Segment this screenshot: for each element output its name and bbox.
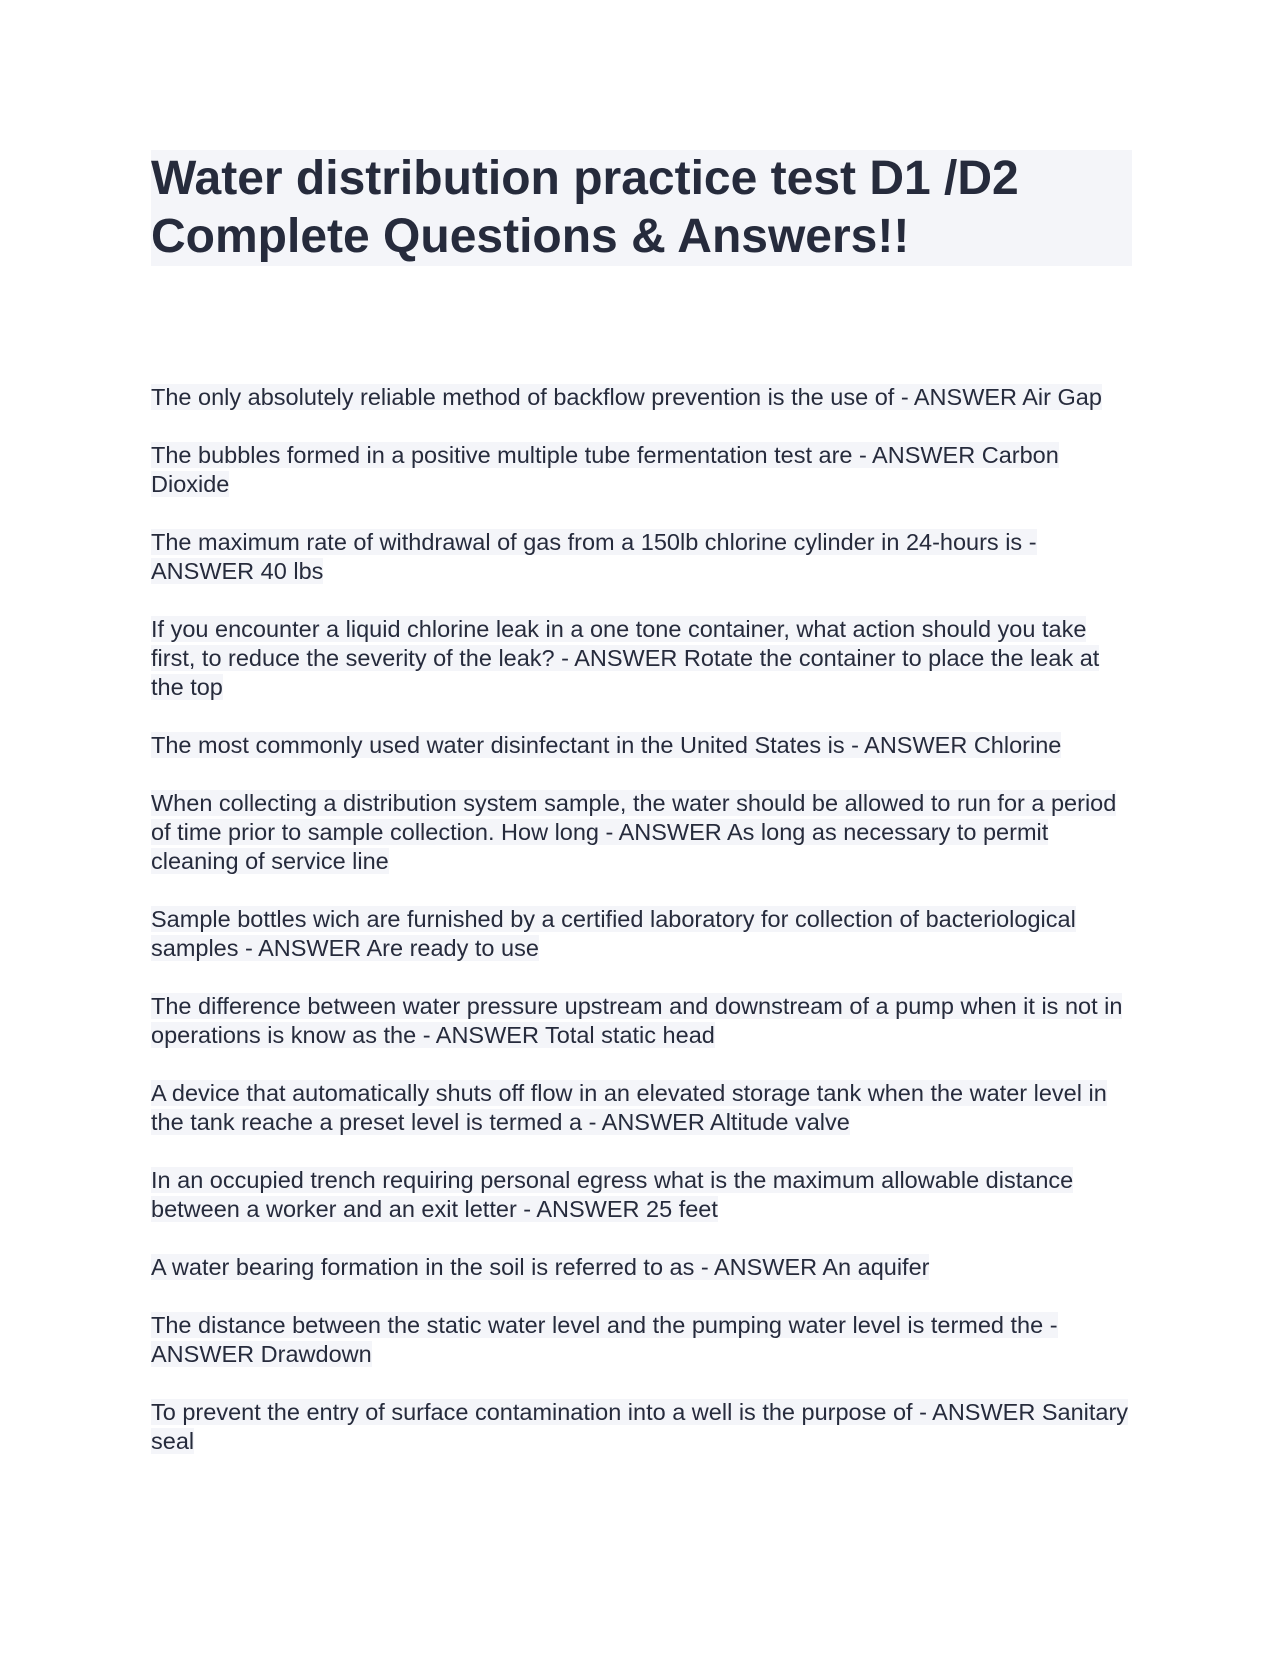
qa-item [151,905,1131,963]
qa-text: The difference between water pressure upstream and downstream of a pump when it is not in operations is know as the - ANSWER Total static head [151,993,1123,1048]
qa-item [151,1253,1131,1282]
qa-item [151,731,1131,760]
qa-item [151,789,1131,876]
qa-text: The maximum rate of withdrawal of gas from a 150lb chlorine cylinder in 24-hours is - ANSWER 40 lbs [151,529,1037,584]
qa-text: When collecting a distribution system sample, the water should be allowed to run for a period of time prior to sample collection. How long - ANSWER As long as necessary to permit cleaning of service line [151,790,1117,874]
document-page [151,150,1131,1485]
title-line-1: Water distribution practice test D1 /D2 [151,152,1019,205]
qa-item [151,383,1131,412]
title-block [151,150,1132,266]
qa-text: In an occupied trench requiring personal egress what is the maximum allowable distance between a worker and an exit letter - ANSWER 25 feet [151,1167,1074,1222]
qa-text: The most commonly used water disinfectant in the United States is - ANSWER Chlorine [151,732,1062,758]
qa-text: The bubbles formed in a positive multiple tube fermentation test are - ANSWER Carbon Dioxide [151,442,1059,497]
qa-text: A device that automatically shuts off flow in an elevated storage tank when the water level in the tank reache a preset level is termed a - ANSWER Altitude valve [151,1080,1107,1135]
qa-list [151,383,1131,1456]
qa-text: The distance between the static water level and the pumping water level is termed the - ANSWER Drawdown [151,1312,1058,1367]
qa-text: Sample bottles wich are furnished by a certified laboratory for collection of bacteriological samples - ANSWER Are ready to use [151,906,1076,961]
qa-item [151,528,1131,586]
document-title [151,150,1132,266]
qa-item [151,615,1131,702]
qa-item [151,1398,1131,1456]
qa-item [151,1311,1131,1369]
qa-item [151,1166,1131,1224]
qa-item [151,1079,1131,1137]
qa-text: If you encounter a liquid chlorine leak in a one tone container, what action should you take first, to reduce the severity of the leak? - ANSWER Rotate the container to place the leak at the top [151,616,1100,700]
qa-text: The only absolutely reliable method of backflow prevention is the use of - ANSWER Air Gap [151,384,1102,410]
qa-text: A water bearing formation in the soil is referred to as - ANSWER An aquifer [151,1254,930,1280]
title-line-2: Complete Questions & Answers!! [151,210,910,263]
qa-text: To prevent the entry of surface contamination into a well is the purpose of - ANSWER Sanitary seal [151,1399,1129,1454]
qa-item [151,992,1131,1050]
qa-item [151,441,1131,499]
